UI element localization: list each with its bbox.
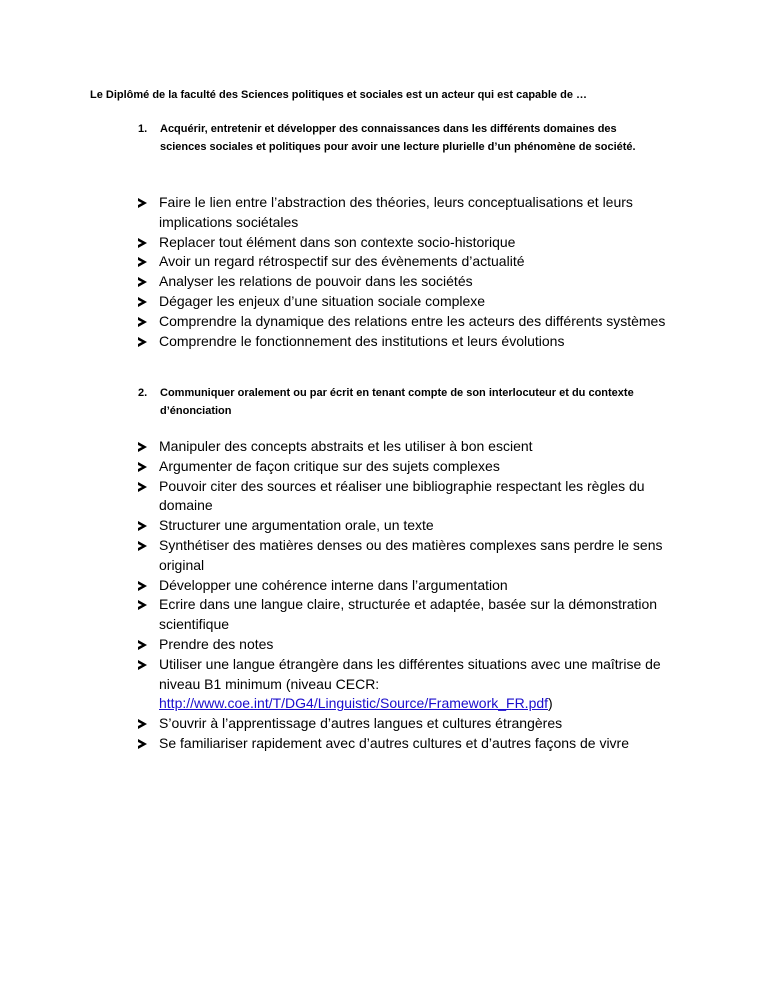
section-1-list: [138, 193, 698, 351]
section-2-list: [138, 437, 698, 754]
list-item-text: Avoir un regard rétrospectif sur des évènements d’actualité: [159, 253, 525, 270]
list-item-text: Comprendre la dynamique des relations entre les acteurs des différents systèmes: [159, 312, 666, 329]
arrow-bullet-icon: [138, 442, 147, 452]
arrow-bullet-icon: [138, 257, 147, 267]
arrow-bullet-icon: [138, 277, 147, 287]
list-item-text: Pouvoir citer des sources et réaliser une bibliographie respectant les règles du domaine: [159, 477, 645, 514]
arrow-bullet-icon: [138, 198, 147, 208]
list-item: [138, 536, 698, 576]
arrow-bullet-icon: [138, 238, 147, 248]
list-item-text: Replacer tout élément dans son contexte socio-historique: [159, 233, 516, 250]
list-item: [138, 312, 698, 332]
list-item: [138, 292, 698, 312]
list-item: [138, 332, 698, 352]
list-item: [138, 252, 698, 272]
arrow-bullet-icon: [138, 541, 147, 551]
arrow-bullet-icon: [138, 719, 147, 729]
list-item: [138, 516, 698, 536]
list-item: [138, 233, 698, 253]
list-item-text: Développer une cohérence interne dans l’argumentation: [159, 576, 508, 593]
section-2-heading: [138, 384, 658, 420]
list-item: [138, 576, 698, 596]
arrow-bullet-icon: [138, 462, 147, 472]
list-item-text: Se familiariser rapidement avec d’autres cultures et d’autres façons de vivre: [159, 734, 629, 751]
section-2-number: 2.: [138, 387, 148, 399]
list-item-text: Argumenter de façon critique sur des sujets complexes: [159, 457, 500, 474]
list-item-text: Dégager les enjeux d’une situation sociale complexe: [159, 292, 486, 309]
language-item-closing: ): [548, 695, 553, 712]
list-item-text: S’ouvrir à l’apprentissage d’autres langues et cultures étrangères: [159, 715, 563, 732]
list-item: [138, 714, 698, 734]
list-item: [138, 193, 698, 233]
arrow-bullet-icon: [138, 482, 147, 492]
list-item: [138, 635, 698, 655]
arrow-bullet-icon: [138, 581, 147, 591]
list-item-text: Synthétiser des matières denses ou des matières complexes sans perdre le sens original: [159, 536, 663, 573]
arrow-bullet-icon: [138, 317, 147, 327]
list-item: [138, 477, 698, 517]
arrow-bullet-icon: [138, 600, 147, 610]
list-item: [138, 595, 698, 635]
arrow-bullet-icon: [138, 337, 147, 347]
list-item: [138, 437, 698, 457]
list-item-text: Prendre des notes: [159, 635, 274, 652]
list-item: [138, 272, 698, 292]
list-item-text: Faire le lien entre l’abstraction des théories, leurs conceptualisations et leurs implications sociétales: [159, 194, 633, 230]
list-item: [138, 457, 698, 477]
list-item-text: Structurer une argumentation orale, un texte: [159, 517, 434, 534]
list-item-language: [138, 655, 698, 714]
list-item-text: Manipuler des concepts abstraits et les utiliser à bon escient: [159, 438, 533, 454]
list-item-text: Ecrire dans une langue claire, structurée et adaptée, basée sur la démonstration scientifique: [159, 596, 658, 633]
intro-sentence: Le Diplômé de la faculté des Sciences politiques et sociales est un acteur qui est capable de …: [90, 89, 587, 101]
section-1-title: Acquérir, entretenir et développer des connaissances dans les différents domaines des sciences sociales et politiques pour avoir une lecture plurielle d’un phénomène de société.: [160, 123, 636, 153]
arrow-bullet-icon: [138, 640, 147, 650]
arrow-bullet-icon: [138, 739, 147, 749]
section-2-title: Communiquer oralement ou par écrit en tenant compte de son interlocuteur et du contexte d’énonciation: [160, 387, 634, 417]
list-item: [138, 734, 698, 754]
arrow-bullet-icon: [138, 297, 147, 307]
cecr-framework-link[interactable]: http://www.coe.int/T/DG4/Linguistic/Source/Framework_FR.pdf: [159, 695, 549, 712]
section-1-heading: [138, 120, 658, 156]
section-1-number: 1.: [138, 123, 148, 135]
list-item-text: Comprendre le fonctionnement des institutions et leurs évolutions: [159, 332, 565, 349]
arrow-bullet-icon: [138, 660, 147, 670]
list-item-text: Analyser les relations de pouvoir dans les sociétés: [159, 273, 473, 290]
arrow-bullet-icon: [138, 521, 147, 531]
language-item-text: Utiliser une langue étrangère dans les différentes situations avec une maîtrise de niveau B1 minimum (niveau CECR:: [159, 655, 661, 692]
